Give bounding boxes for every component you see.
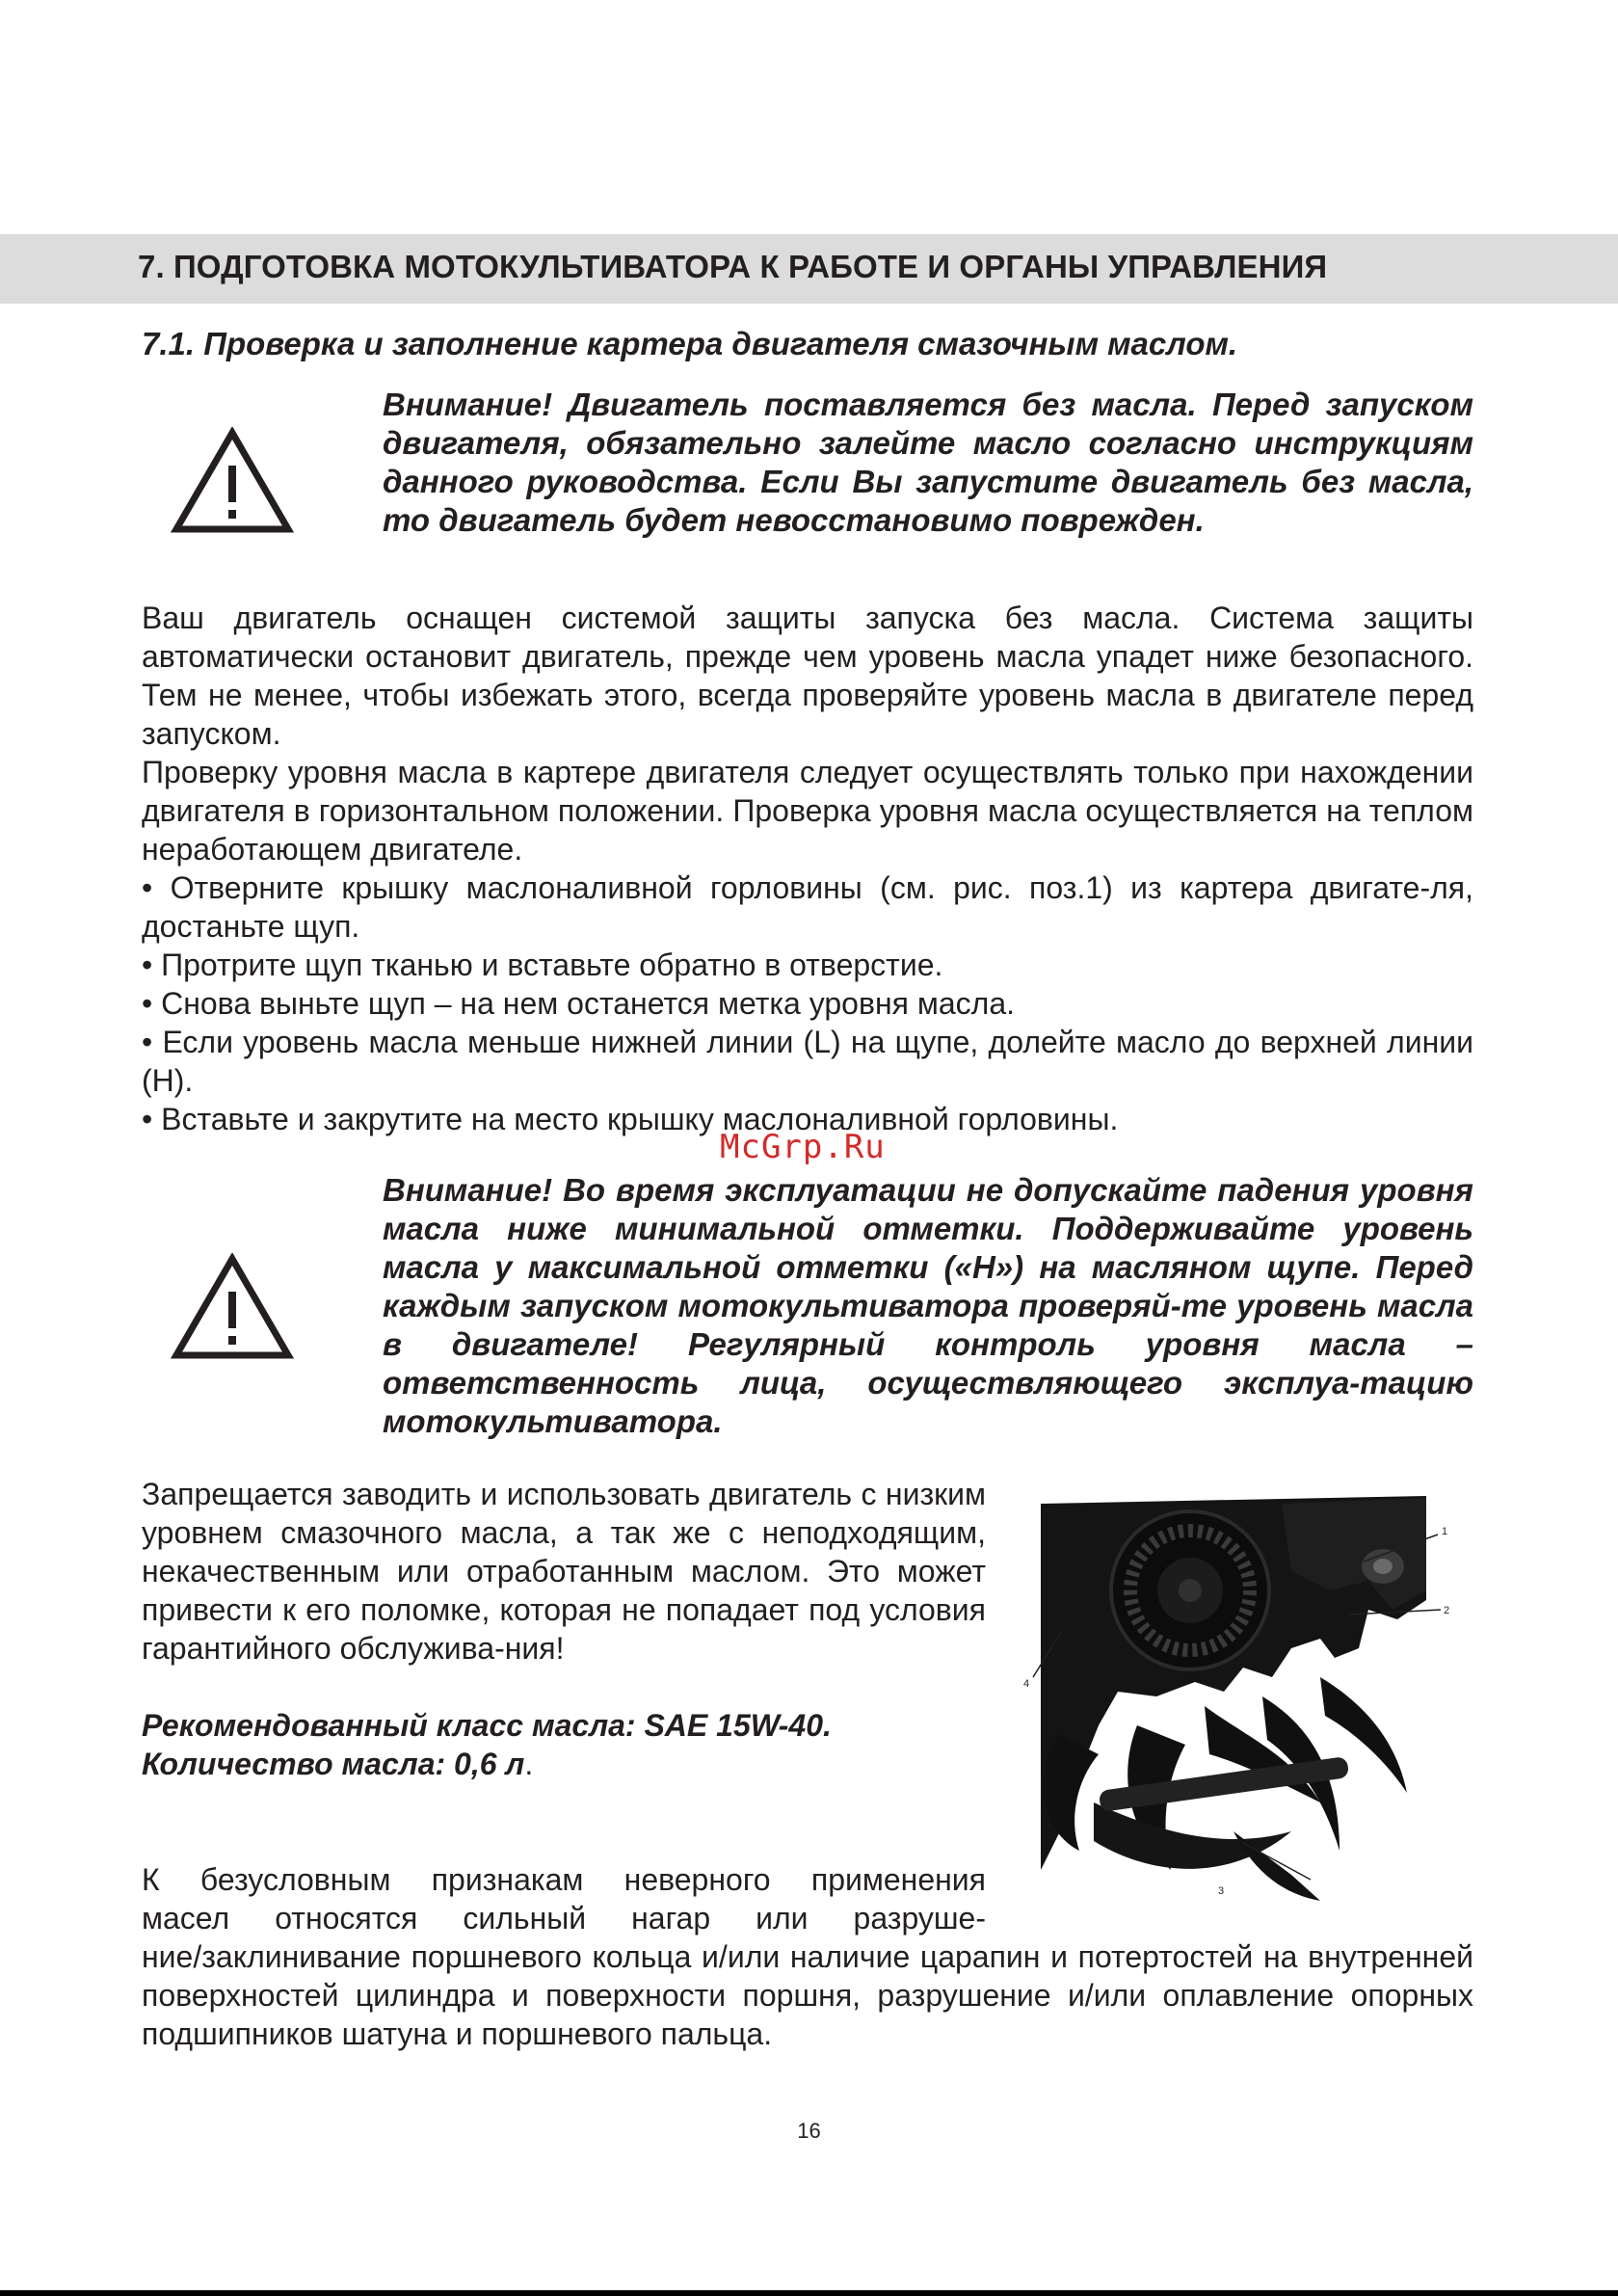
section-title: 7. ПОДГОТОВКА МОТОКУЛЬТИВАТОРА К РАБОТЕ И ОРГАНЫ УПРАВЛЕНИЯ: [138, 249, 1328, 284]
watermark-text: McGrp.Ru: [720, 1128, 886, 1166]
callout-label: 3: [1218, 1885, 1225, 1897]
oil-amount-period: .: [524, 1747, 534, 1781]
subsection-title: 7.1. Проверка и заполнение картера двигателя смазочным маслом.: [142, 326, 1238, 361]
warning-text-oil-level: Внимание! Во время эксплуатации не допускайте падения уровня масла ниже минимальной отметки. Поддерживайте уровень масла у максимальной отметки («H») на масляном щупе. Перед каждым запуском мотокультиватора проверяй-те уровень масла в двигателе! Регулярный контроль уровня масла – ответственность лица, осуществляющего эксплуа-тацию мотокультиватора.: [383, 1172, 1473, 1439]
oil-amount: Количество масла: 0,6 л: [142, 1747, 525, 1781]
paragraph-check-conditions: Проверку уровня масла в картере двигателя следует осуществлять только при нахождении двигателя в горизонтальном положении. Проверка уровня масла осуществляется на теплом неработающем двигателе.: [142, 755, 1473, 867]
footer-rule: [0, 2290, 1618, 2296]
bullet-item: • Отверните крышку маслоналивной горловины (см. рис. поз.1) из картера двигате-ля, достаньте щуп.: [142, 870, 1473, 944]
engine-figure: [1002, 1484, 1455, 1909]
left-column: [142, 1475, 986, 1783]
warning-triangle-icon: [171, 1253, 294, 1361]
paragraph-protection-system: Ваш двигатель оснащен системой защиты запуска без масла. Система защиты автоматически остановит двигатель, прежде чем уровень масла упадет ниже безопасного. Тем не менее, чтобы избежать этого, всегда проверяйте уровень масла в двигателе перед запуском.: [142, 601, 1473, 751]
oil-check-instructions: [142, 599, 1473, 1138]
warning-text-oil-absent: Внимание! Двигатель поставляется без масла. Перед запуском двигателя, обязательно залейте масло согласно инструкциям данного руководства. Если Вы запустите двигатель без масла, то двигатель будет невосстановимо поврежден.: [383, 387, 1473, 538]
warning-triangle-icon: [171, 427, 294, 535]
wrong-oil-line-2: масел относятся сильный нагар или разруше-: [142, 1901, 986, 1936]
wrong-oil-rest: ние/заклинивание поршневого кольца и/или наличие царапин и потертостей на внутренней поверхностей цилиндра и поверхности поршня, разрушение и/или оплавление опорных подшипников шатуна и поршневого пальца.: [142, 1939, 1473, 2051]
page-number: 16: [797, 2119, 821, 2143]
callout-label: 1: [1442, 1526, 1448, 1537]
bullet-item: • Снова выньте щуп – на нем останется метка уровня масла.: [142, 986, 1016, 1021]
callout-label: 4: [1023, 1678, 1030, 1690]
paragraph-oil-prohibition: Запрещается заводить и использовать двигатель с низким уровнем смазочного масла, а так же с неподходящим, некачественным или отработанным маслом. Это может привести к его поломке, которая не попадает под условия гарантийного обслужива-ния!: [142, 1477, 986, 1666]
wrong-oil-signs: [142, 1860, 1473, 2053]
bullet-item: • Протрите щуп тканью и вставьте обратно в отверстие.: [142, 948, 943, 982]
callout-label: 2: [1444, 1605, 1450, 1616]
bullet-item: • Вставьте и закрутите на место крышку маслоналивной горловины.: [142, 1102, 1119, 1136]
wrong-oil-line-1: К безусловным признакам неверного применения: [142, 1862, 986, 1897]
bullet-item: • Если уровень масла меньше нижней линии (L) на щупе, долейте масло до верхней линии (H).: [142, 1025, 1473, 1098]
oil-class: Рекомендованный класс масла: SAE 15W-40.: [142, 1708, 832, 1743]
